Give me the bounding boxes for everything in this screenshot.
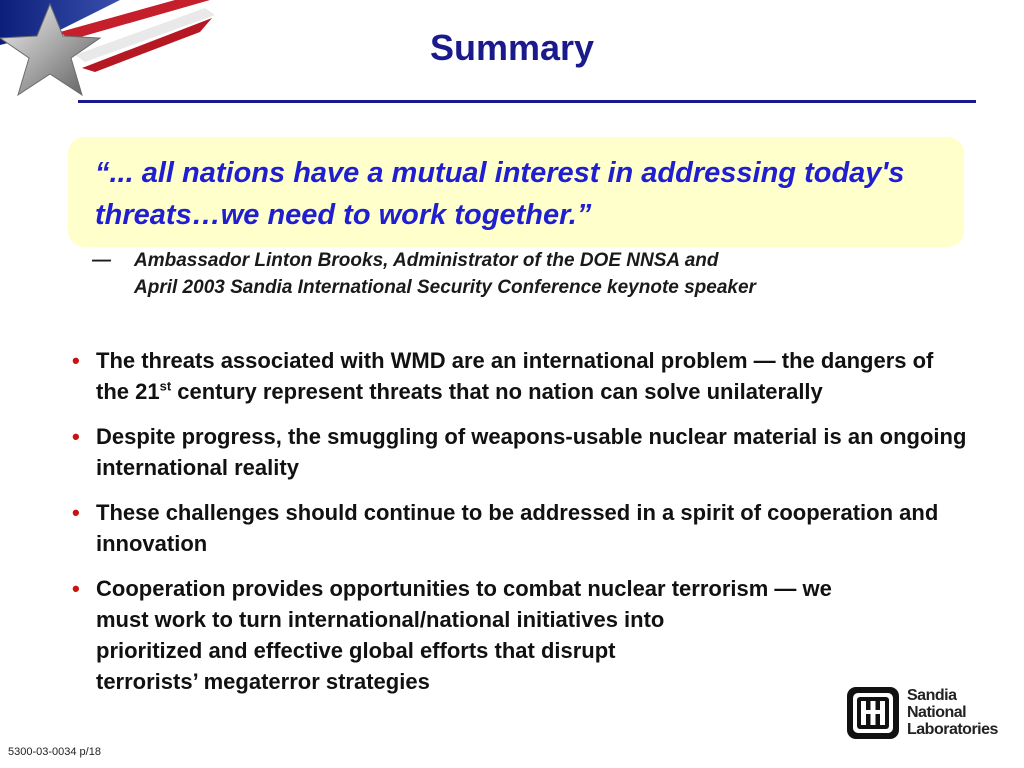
sandia-thunderbird-icon xyxy=(846,686,900,740)
title-divider xyxy=(78,100,976,103)
bullet-text xyxy=(96,573,972,697)
slide-title: Summary xyxy=(429,27,595,68)
bullet-icon: • xyxy=(72,424,80,449)
bullet-line: Cooperation provides opportunities to combat nuclear terrorism — we xyxy=(96,576,832,601)
quote-text: “... all nations have a mutual interest in addressing today's threats…we need to work together.” xyxy=(95,157,905,231)
bullet-icon: • xyxy=(72,576,80,601)
logo-wordmark xyxy=(907,687,998,738)
slide-footer: 5300-03-0034 p/18 xyxy=(8,746,101,758)
superscript: st xyxy=(159,378,172,394)
bullet-text: Despite progress, the smuggling of weapons-usable nuclear material is an ongoing international reality xyxy=(96,424,967,480)
bullet-line: prioritized and effective global efforts that disrupt xyxy=(96,638,616,663)
bullet-item xyxy=(72,497,972,559)
logo-text-line: National xyxy=(907,704,967,721)
bullet-icon: • xyxy=(72,348,80,373)
bullet-item xyxy=(72,421,972,483)
logo-text-line: Sandia xyxy=(907,687,957,704)
attribution-dash: — xyxy=(92,250,111,271)
bullet-item xyxy=(72,345,972,407)
bullet-icon: • xyxy=(72,500,80,525)
sandia-logo xyxy=(846,686,1006,742)
bullet-text: These challenges should continue to be addressed in a spirit of cooperation and innovation xyxy=(96,500,939,556)
bullet-text-part: century represent threats that no nation can solve unilaterally xyxy=(171,379,823,404)
summary-bullet-list xyxy=(72,345,972,711)
attribution-line: Ambassador Linton Brooks, Administrator of the DOE NNSA and xyxy=(134,250,719,271)
bullet-text xyxy=(96,345,972,407)
bullet-item xyxy=(72,573,972,697)
bullet-line: terrorists’ megaterror strategies xyxy=(96,669,430,694)
bullet-text-part: The threats associated with WMD are an international problem — the dangers of the 21 xyxy=(96,348,934,404)
attribution-line: April 2003 Sandia International Security Conference keynote speaker xyxy=(134,277,756,298)
quote-attribution xyxy=(92,247,972,301)
logo-text-line: Laboratories xyxy=(907,721,998,738)
bullet-line: must work to turn international/national initiatives into xyxy=(96,607,665,632)
